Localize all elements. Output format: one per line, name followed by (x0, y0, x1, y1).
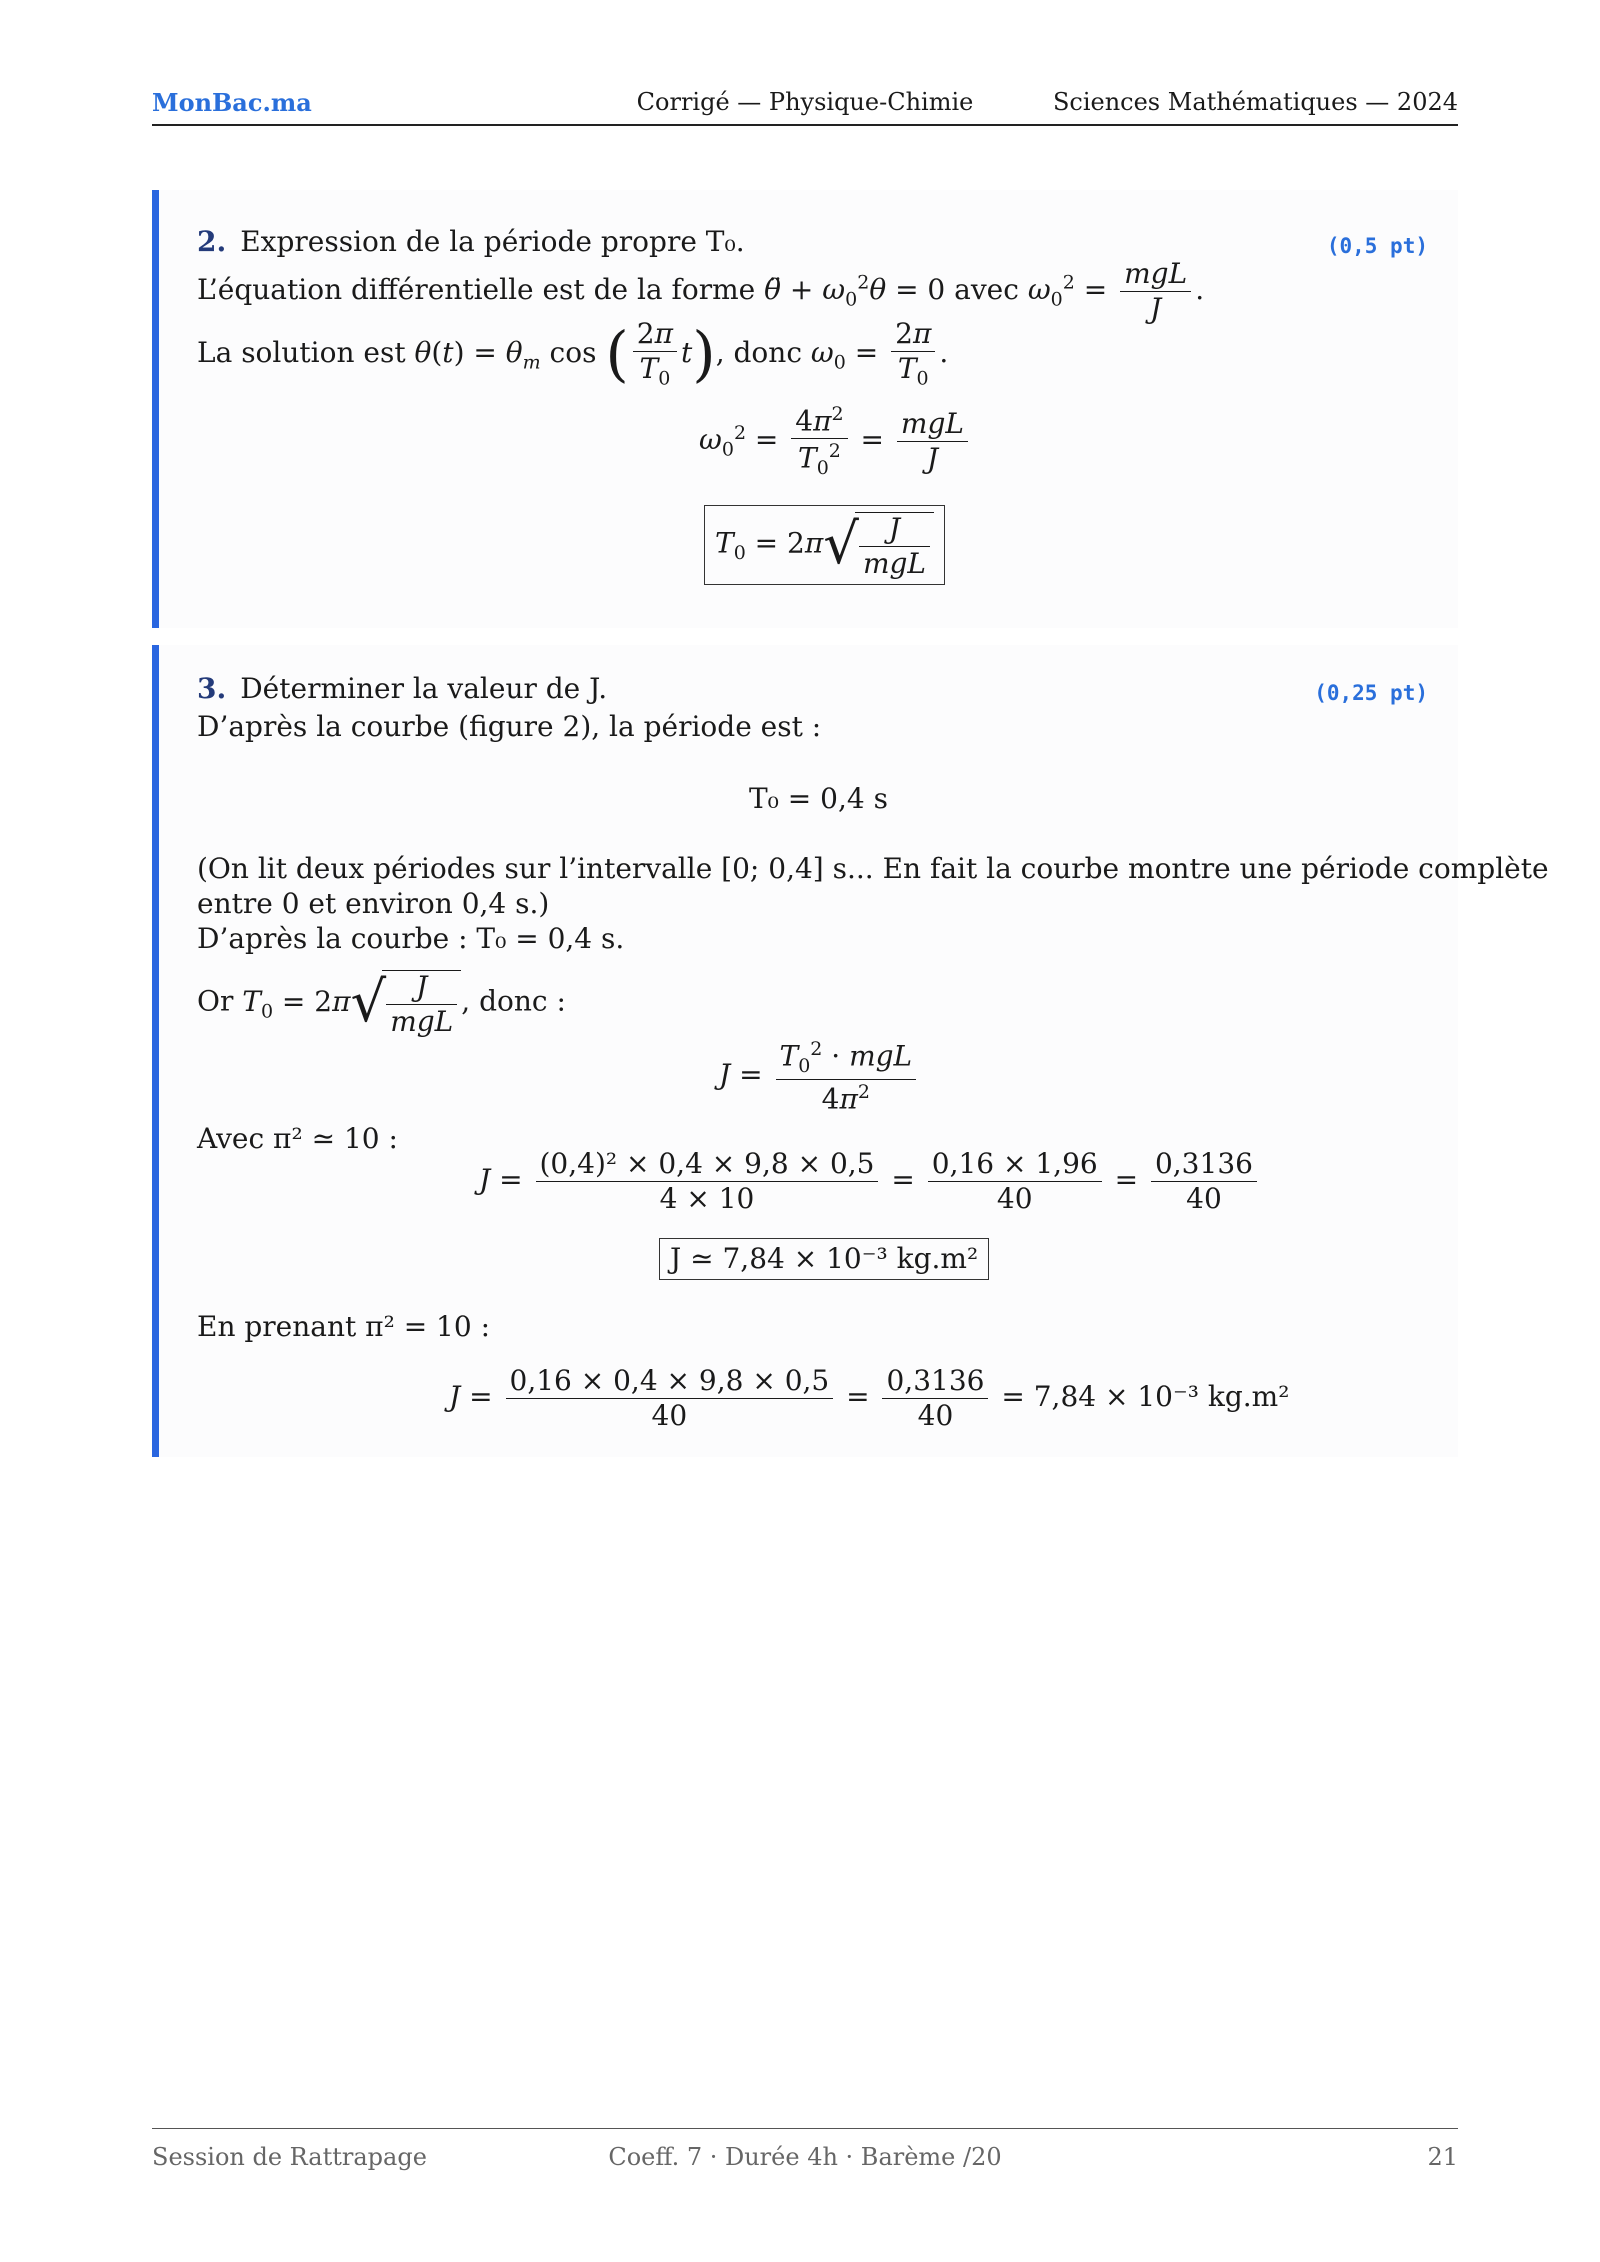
question-2-card (152, 190, 1458, 628)
calc4-denominator: 40 (651, 1399, 688, 1432)
header-track-year: Sciences Mathématiques — 2024 (1052, 88, 1458, 116)
q3-j-formula: J = $\frac{T_0^2 \cdot mgL}{4\pi^2}$ (719, 1040, 920, 1113)
question-3-title (197, 672, 608, 705)
question-number: 2. (197, 225, 227, 258)
q3-en-prenant: En prenant π² = 10 : (197, 1310, 491, 1343)
q2-solution-line (197, 317, 949, 390)
math-inline: θ̈ + $\omega_0^2\theta = 0$ (764, 271, 955, 311)
question-3-card (152, 645, 1549, 1457)
q3-courbe-line: D’après la courbe : T₀ = 0,4 s. (197, 922, 625, 955)
q2-omega-equation: $\omega_0^2$ = $\frac{4\pi^2}{T_0^2}$ = $\frac{\text{mgL}}{J}$ (699, 405, 972, 478)
footer-exam-info: Coeff. 7 · Durée 4h · Barème /20 (608, 2143, 1002, 2171)
q3-calculation-2: J = $\frac{0,16 \times 0,4 \times 9,8 \times 0,5}{40}$ = $\frac{0,3136}{40}$ = 7,84 × 10⁻³ kg.m² (449, 1364, 1290, 1432)
question-2-title (197, 225, 745, 258)
brand-logo-text: MonBac.ma (152, 88, 312, 117)
calc3-denominator: 40 (1186, 1182, 1222, 1215)
calc5-numerator: 0,3136 (882, 1367, 988, 1399)
math-inline: $\omega_0^2$ = $\frac{\text{mgL}}{J}$ . (1027, 257, 1205, 325)
text-donc: , donc (715, 335, 802, 369)
q3-result-boxed (659, 1238, 989, 1280)
calc2-denominator: 40 (996, 1182, 1033, 1215)
footer-session: Session de Rattrapage (152, 2143, 427, 2171)
question-2-points: (0,5 pt) (1326, 234, 1428, 258)
header-subject: Corrigé — Physique-Chimie (636, 88, 974, 116)
q3-note-line-1: (On lit deux périodes sur l’intervalle [0; 0,4] s... En fait la courbe montre une période complète (197, 852, 1549, 885)
calc5-denominator: 40 (917, 1399, 954, 1432)
q3-calculation-1: J = $\frac{\text{(0,4)² × 0,4 × 9,8 × 0,5}}{4 \times 10}$ = $\frac{0,16 \times 1,96}{40}$ = $\frac{0,3136}{40}$ (479, 1150, 1261, 1213)
calc5-result: = 7,84 × 10⁻³ kg.m² (1001, 1380, 1290, 1413)
text-suffix: , donc : (461, 984, 566, 1018)
math-inline: $\theta(t) = \theta_m$ cos ( $\frac{2\pi}{T_0}$ t) (414, 317, 716, 390)
question-title-text: Expression de la période propre T₀. (240, 225, 745, 258)
page-header (152, 88, 1458, 126)
q3-period-intro: D’après la courbe (figure 2), la période est : (197, 710, 822, 743)
question-number: 3. (197, 672, 227, 705)
text-prefix: L’équation différentielle est de la forme (197, 273, 756, 306)
q2-result-boxed: $T_0 = 2\pi√$ $\frac{J}{\text{mgL}}$ (704, 505, 945, 585)
text-prefix: Or (197, 984, 234, 1018)
q3-or-line (197, 970, 566, 1036)
text-avec: avec (954, 273, 1019, 306)
math-inline: $\omega_0$ = $\frac{2\pi}{T_0}$ . (810, 317, 949, 390)
page-footer (152, 2128, 1458, 2171)
q3-avec-pi: Avec π² ≃ 10 : (197, 1122, 398, 1155)
calc1-denominator: 4 × 10 (659, 1182, 755, 1215)
calc1-numerator: (0,4)² × 0,4 × 9,8 × 0,5 (536, 1150, 879, 1182)
q3-period-value: T₀ = 0,4 s (749, 782, 888, 815)
question-title-text: Déterminer la valeur de J. (240, 672, 608, 705)
math-inline: $T_0 = 2\pi√$ $\frac{J}{\text{mgL}}$ (242, 985, 461, 1018)
question-3-points: (0,25 pt) (1314, 681, 1428, 705)
calc4-numerator: 0,16 × 0,4 × 9,8 × 0,5 (506, 1367, 834, 1399)
text-prefix: La solution est (197, 335, 406, 369)
q2-diff-equation-line (197, 257, 1205, 325)
q3-note-line-2: entre 0 et environ 0,4 s.) (197, 887, 550, 920)
calc2-numerator: 0,16 × 1,96 (928, 1150, 1102, 1182)
page-number: 21 (1427, 2143, 1458, 2171)
calc3-numerator: 0,3136 (1151, 1150, 1257, 1182)
result-box: J ≃ 7,84 × 10⁻³ kg.m² (659, 1238, 989, 1280)
